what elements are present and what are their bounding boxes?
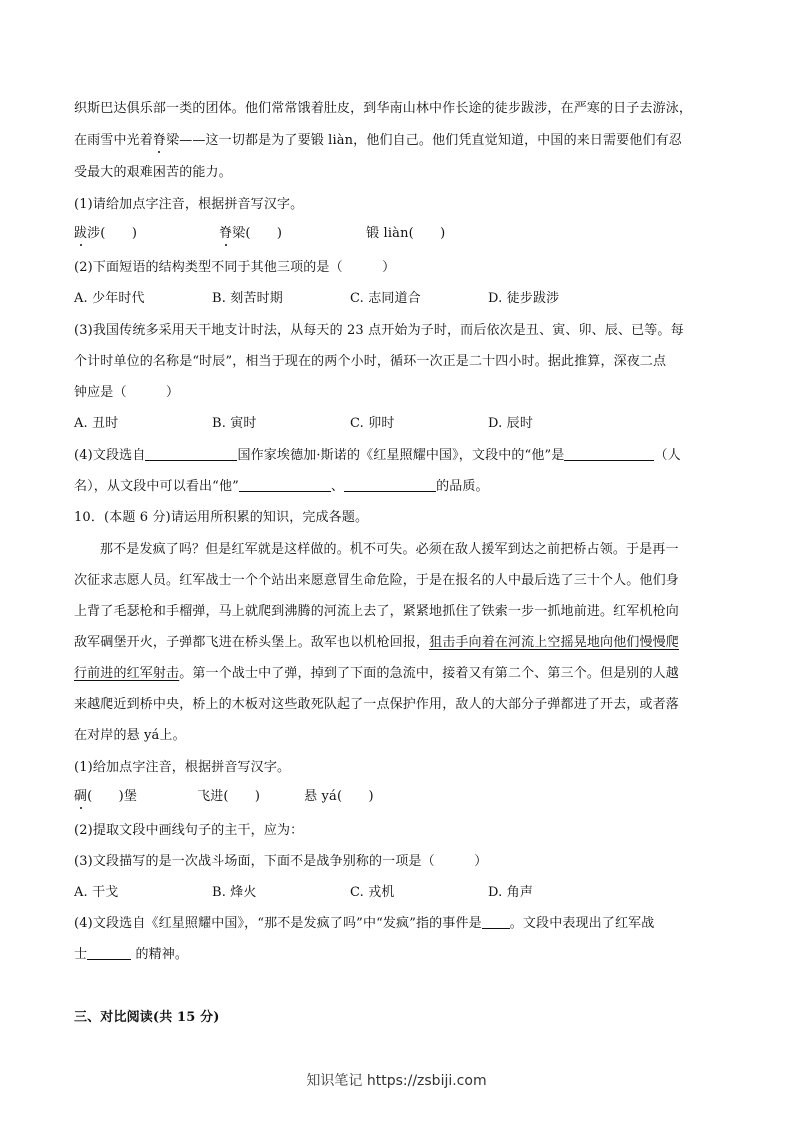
options-row xyxy=(74,883,724,903)
section-heading: 三、对比阅读(共 15 分) xyxy=(74,1010,220,1025)
option: A. 干戈 xyxy=(74,885,119,900)
dotted-char: 脊 xyxy=(152,133,167,148)
question-text: 钟应是（ ） xyxy=(74,385,180,400)
options-row xyxy=(74,414,724,434)
option: C. 志同道合 xyxy=(350,291,421,306)
passage-line: 织斯巴达俱乐部一类的团体。他们常常饿着肚皮，到华南山林中作长途的徒步跋涉，在严寒的日子去游泳， xyxy=(74,101,693,116)
dotted-char: 脊 xyxy=(219,226,233,241)
passage-line: 来越爬近到桥中央，桥上的木板对这些敢死队起了一点保护作用，敌人的大部分子弹都进了开去，或者落 xyxy=(74,697,679,712)
passage-line: 行前进的红军射击。第一个战士中了弹，掉到了下面的急流中，接着又有第二个、第三个。但是别的人越 xyxy=(74,666,679,681)
answer-blank[interactable] xyxy=(344,477,436,492)
question-text: (3)我国传统多采用天干地支计时法，从每天的 23 点开始为子时，而后依次是丑、寅、卯、辰、已等。每 xyxy=(74,323,684,338)
option: D. 辰时 xyxy=(488,416,533,431)
question-text: (4)文段选自 国作家埃德加·斯诺的《红星照耀中国》，文段中的“他”是 （人 xyxy=(74,448,681,463)
passage-line: 受最大的艰难困苦的能力。 xyxy=(74,165,232,180)
question-prompt: (1)请给加点字注音，根据拼音写汉字。 xyxy=(74,197,304,212)
question-text: (4)文段选自《红星照耀中国》，“那不是发疯了吗”中“发疯”指的事件是 。文段中表现出了红军战 xyxy=(74,916,655,931)
option: B. 烽火 xyxy=(212,885,257,900)
options-row xyxy=(74,289,724,309)
question-prompt: (2)下面短语的结构类型不同于其他三项的是（ ） xyxy=(74,260,396,275)
question-text: 名），从文段中可以看出“他” 、 的品质。 xyxy=(74,479,489,494)
passage-line: 在雨雪中光着脊梁——这一切都是为了要锻 liàn，他们自己。他们凭直觉知道，中国的来日需要他们有忍 xyxy=(74,133,682,148)
option: D. 角声 xyxy=(488,885,533,900)
question-prompt: (1)给加点字注音，根据拼音写汉字。 xyxy=(74,760,291,775)
question-items: 碉( )堡 飞进( ) 悬 yá( ) xyxy=(74,789,374,804)
option: D. 徒步跋涉 xyxy=(488,291,560,306)
answer-blank[interactable] xyxy=(145,446,237,461)
passage-line: 次征求志愿人员。红军战士一个个站出来愿意冒生命危险，于是在报名的人中最后选了三十个人。他们身 xyxy=(74,573,679,588)
passage-line: 在对岸的悬 yá上。 xyxy=(74,728,186,743)
option: A. 少年时代 xyxy=(74,291,145,306)
question-title: 10．(本题 6 分)请运用所积累的知识，完成各题。 xyxy=(74,510,369,525)
question-items: 跋涉( ) 脊梁( ) 锻 liàn( ) xyxy=(74,226,446,241)
answer-blank[interactable] xyxy=(87,945,131,960)
answer-blank[interactable] xyxy=(564,446,654,461)
option: B. 寅时 xyxy=(212,416,257,431)
passage-line: 敌军碉堡开火，子弹都飞进在桥头堡上。敌军也以机枪回报，狙击手向着在河流上空摇晃地向他们慢慢爬 xyxy=(74,635,679,650)
question-prompt: (3)文段描写的是一次战斗场面，下面不是战争别称的一项是（ ） xyxy=(74,854,488,869)
option: B. 刻苦时期 xyxy=(212,291,283,306)
underlined-sentence: 行前进的红军射击 xyxy=(74,666,180,681)
answer-blank[interactable] xyxy=(239,477,331,492)
dotted-char: 碉 xyxy=(74,789,88,804)
option: C. 戎机 xyxy=(350,885,395,900)
question-text: 士 的精神。 xyxy=(74,947,189,962)
dotted-char: 跋 xyxy=(74,226,88,241)
answer-blank[interactable] xyxy=(482,914,510,929)
option: A. 丑时 xyxy=(74,416,119,431)
footer-watermark: 知识笔记 https://zsbiji.com xyxy=(306,1073,487,1089)
passage-line: 上背了毛瑟枪和手榴弹，马上就爬到沸腾的河流上去了，紧紧地抓住了铁索一步一抓地前进。红军机枪向 xyxy=(74,604,679,619)
question-prompt: (2)提取文段中画线句子的主干，应为： xyxy=(74,823,304,838)
option: C. 卯时 xyxy=(350,416,395,431)
passage-line: 那不是发疯了吗？但是红军就是这样做的。机不可失。必须在敌人援军到达之前把桥占领。于是再一 xyxy=(100,542,679,557)
underlined-sentence: 狙击手向着在河流上空摇晃地向他们慢慢爬 xyxy=(429,635,679,650)
question-text: 个计时单位的名称是“时辰”，相当于现在的两个小时，循环一次正是二十四小时。据此推算，深夜二点 xyxy=(74,354,667,369)
